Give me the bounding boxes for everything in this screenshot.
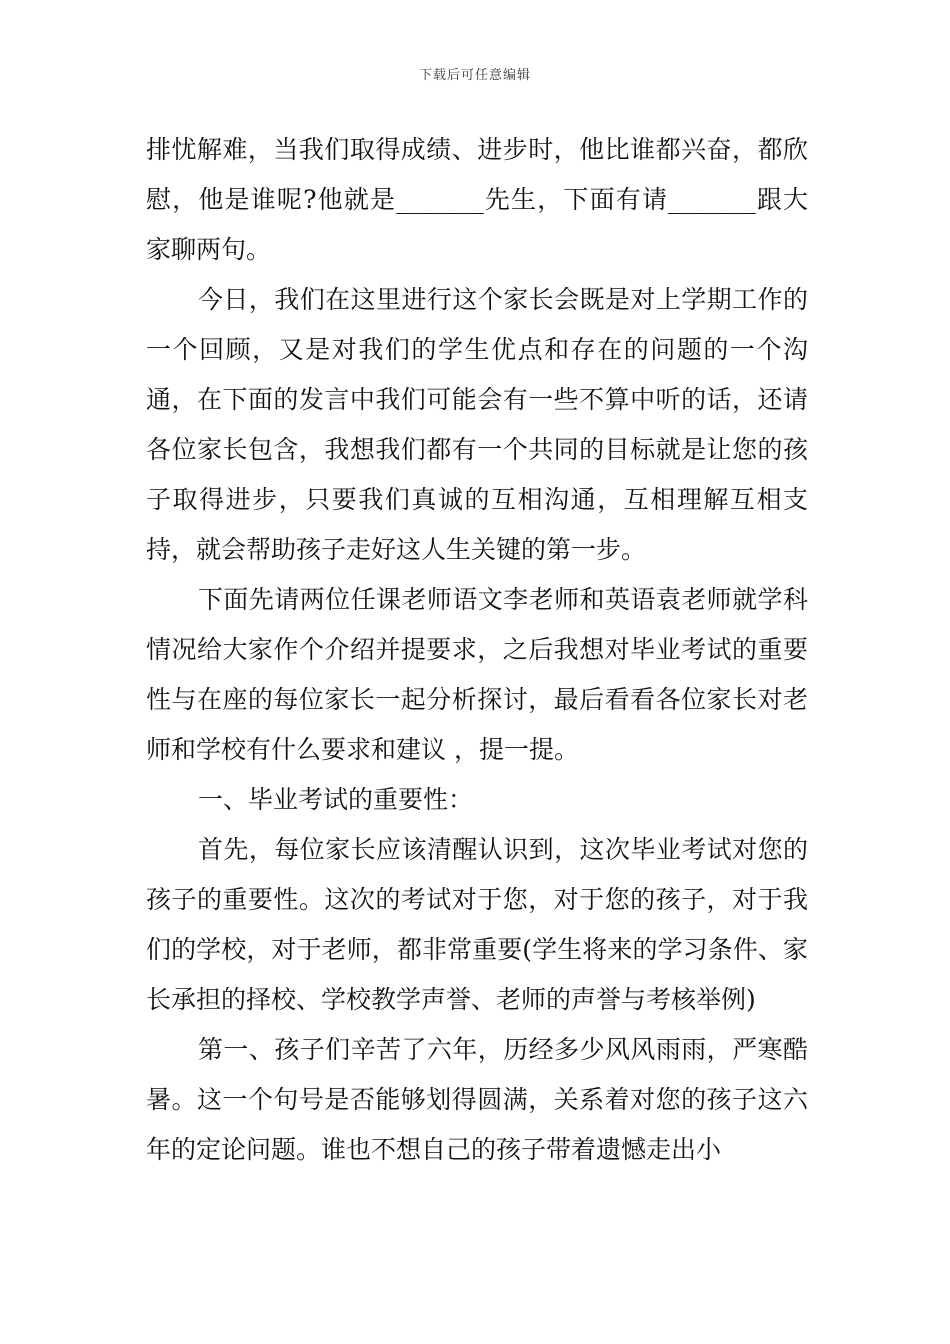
paragraph-first-point: 首先，每位家长应该清醒认识到，这次毕业考试对您的孩子的重要性。这次的考试对于您，对于您的孩子，对于我们的学校，对于老师，都非常重要(学生将来的学习条件、家长承担的择校、学校教学声誉、老师的声誉与考核举例) [146,835,808,1014]
document-body [146,125,808,1175]
paragraph-teacher-intro: 下面先请两位任课老师语文李老师和英语袁老师就学科情况给大家作个介绍并提要求，之后我想对毕业考试的重要性与在座的每位家长一起分析探讨，最后看看各位家长对老师和学校有什么要求和建议 ，提一提。 [146,585,808,764]
paragraph-six-years: 第一、孩子们辛苦了六年，历经多少风风雨雨，严寒酷暑。这一个句号是否能够划得圆满，关系着对您的孩子这六年的定论问题。谁也不想自己的孩子带着遗憾走出小 [146,1035,808,1164]
paragraph-meeting-purpose: 今日，我们在这里进行这个家长会既是对上学期工作的一个回顾，又是对我们的学生优点和存在的问题的一个沟通，在下面的发言中我们可能会有一些不算中听的话，还请各位家长包含，我想我们都有一个共同的目标就是让您的孩子取得进步，只要我们真诚的互相沟通，互相理解互相支持，就会帮助孩子走好这人生关键的第一步。 [146,285,808,564]
paragraph-continuation: 排忧解难，当我们取得成绩、进步时，他比谁都兴奋，都欣慰，他是谁呢?他就是_______先生，下面有请_______跟大家聊两句。 [146,135,808,264]
section-heading-exam-importance: 一、毕业考试的重要性： [198,785,474,814]
page-header: 下载后可任意编辑 [418,68,531,83]
